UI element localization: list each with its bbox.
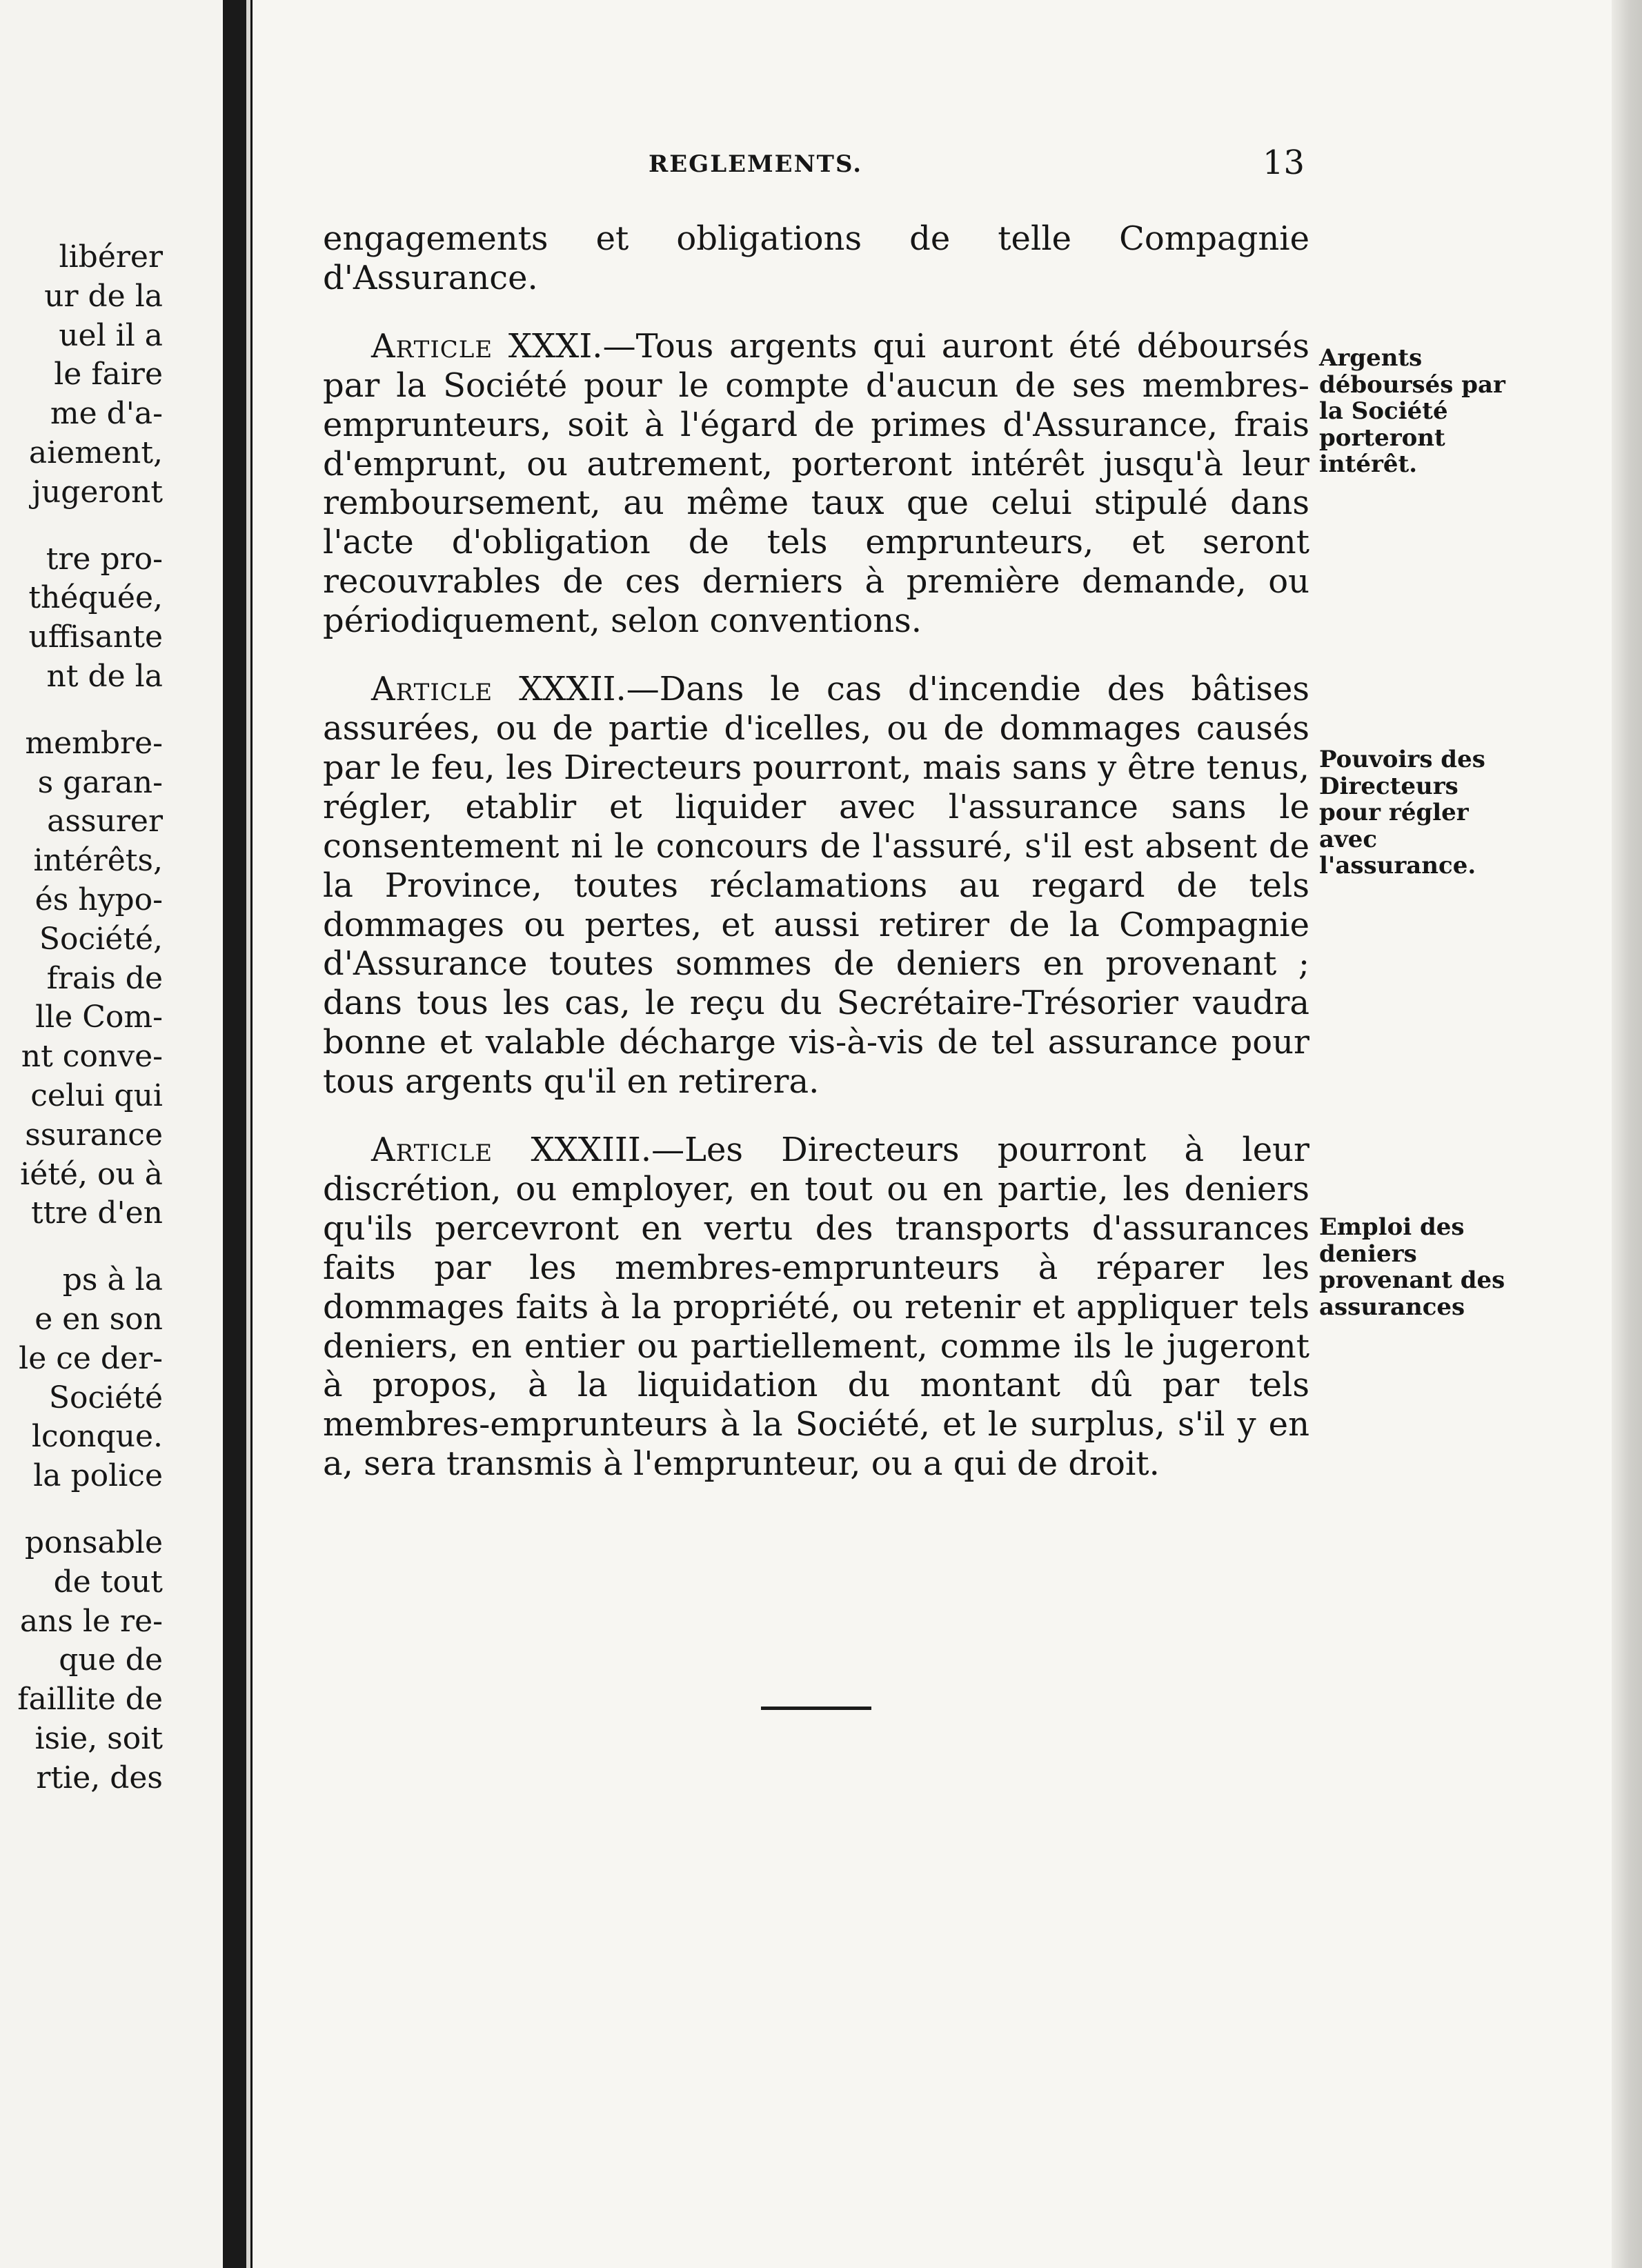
article-text: —Les Directeurs pourront à leur discrétion, ou employer, en tout ou en partie, les deniers qu'ils percevront en vertu des transports d'assurances faits par les membres-emprunteurs à réparer les dommages faits à la propriété, ou retenir et appliquer tels deniers, en entier ou partiellement, comme ils le jugeront à propos, à la liquidation du montant dû par tels membres-emprunteurs à la Société, et le surplus, s'il y en a, sera transmis à l'emprunteur, ou a qui de droit. [323, 1131, 1309, 1484]
left-page-line: me d'a- [50, 396, 163, 432]
left-page-line: de tout [53, 1564, 163, 1600]
page-body [323, 219, 1309, 1484]
article-32 [323, 670, 1309, 1102]
left-page-line: isie, soit [34, 1720, 163, 1756]
left-page-line: s garan- [37, 764, 163, 800]
article-number: XXXIII. [531, 1131, 652, 1170]
running-title: REGLEMENTS. [649, 150, 863, 178]
section-end-rule [761, 1707, 871, 1710]
article-label: Article [371, 670, 493, 709]
article-text: —Tous argents qui auront été déboursés par la Société pour le compte d'aucun de ses membres-emprunteurs, soit à l'égard de primes d'Assurance, frais d'emprunt, ou autrement, porteront intérêt jusqu'à leur remboursement, au même taux que celui stipulé dans l'acte d'obligation de tels emprunteurs, et seront recouvrables de ces derniers à première demande, ou périodiquement, selon conventions. [323, 326, 1309, 641]
left-page-line: intérêts, [33, 843, 163, 879]
left-page-line: tre pro- [46, 541, 163, 577]
book-gutter [223, 0, 246, 2268]
left-page-line: ponsable [24, 1524, 163, 1560]
article-text: —Dans le cas d'incendie des bâtises assurées, ou de partie d'icelles, ou de dommages causés par le feu, les Directeurs pourront, mais sans y être tenus, régler, etablir et liquider avec l'assurance sans le consentement ni le concours de l'assuré, s'il est absent de la Province, toutes réclamations au regard de tels dommages ou pertes, et aussi retirer de la Compagnie d'Assurance toutes sommes de deniers en provenant ; dans tous les cas, le reçu du Secrétaire-Trésorier vaudra bonne et valable décharge vis-à-vis de tel assurance pour tous argents qu'il en retirera. [323, 670, 1310, 1102]
left-page-line: ans le re- [19, 1603, 163, 1639]
left-page-line: Société [48, 1380, 163, 1415]
left-page-line: faillite de [17, 1682, 163, 1718]
left-page-line: ur de la [44, 278, 163, 314]
left-page-line: membre- [25, 725, 163, 761]
left-page-line: ps à la [62, 1262, 163, 1298]
left-page-line: e en son [34, 1301, 163, 1337]
page-number: 13 [1263, 143, 1305, 182]
left-page-line: aiement, [28, 435, 163, 470]
margin-note-article-32: Pouvoirs des Directeurs pour régler avec l'assurance. [1319, 746, 1485, 879]
left-page-line: uffisante [28, 619, 163, 655]
left-page-line: rtie, des [36, 1760, 163, 1796]
article-label: Article [371, 1131, 493, 1170]
left-page-gap [17, 697, 163, 724]
left-page-line: lle Com- [35, 999, 163, 1035]
left-facing-page [0, 0, 221, 2268]
left-page-gap [17, 1233, 163, 1261]
left-page-text [17, 238, 163, 1798]
left-page-line: le ce der- [19, 1340, 163, 1376]
left-page-line: libérer [59, 239, 163, 275]
left-page-line: la police [33, 1458, 163, 1494]
left-page-line: iété, ou à [20, 1156, 163, 1192]
margin-note-article-33: Emploi des deniers provenant des assurances [1319, 1213, 1505, 1321]
left-page-line: le faire [54, 357, 163, 392]
page-right-edge-shadow [1612, 0, 1642, 2268]
left-page-line: és hypo- [34, 882, 163, 917]
left-page-line: théquée, [28, 580, 163, 616]
article-label: Article [371, 326, 493, 366]
article-31 [323, 327, 1309, 641]
left-page-line: nt conve- [21, 1039, 163, 1075]
left-page-line: lconque. [31, 1419, 163, 1455]
continuation-paragraph: engagements et obligations de telle Compagnie d'Assurance. [323, 219, 1309, 297]
left-page-line: celui qui [30, 1077, 163, 1113]
left-page-line: que de [59, 1642, 163, 1678]
left-page-gap [17, 1496, 163, 1524]
left-page-line: nt de la [46, 658, 163, 694]
article-number: XXXI. [508, 326, 603, 366]
left-page-line: ssurance [25, 1117, 163, 1153]
left-page-line: uel il a [59, 317, 163, 353]
left-page-line: ttre d'en [30, 1195, 163, 1231]
margin-note-article-31: Argents déboursés par la Société porteront intérêt. [1319, 344, 1505, 478]
article-number: XXXII. [519, 670, 626, 709]
gutter-edge-line [250, 0, 253, 2268]
left-page-line: assurer [47, 804, 163, 839]
article-33 [323, 1131, 1309, 1484]
left-page-gap [17, 513, 163, 540]
left-page-line: Société, [39, 921, 163, 957]
left-page-line: jugeront [32, 474, 163, 510]
left-page-line: frais de [46, 960, 163, 996]
